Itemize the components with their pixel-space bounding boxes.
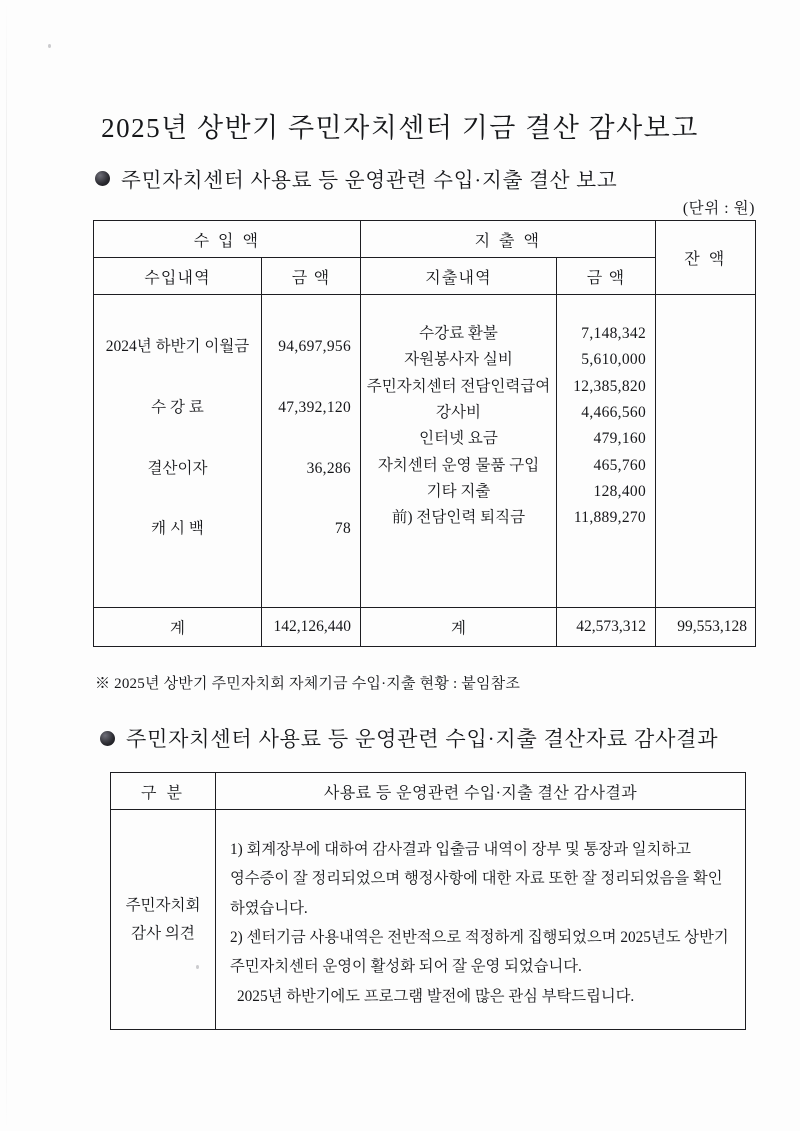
list-item: 주민자치센터 전담인력급여 xyxy=(366,377,551,395)
expense-detail-cell xyxy=(361,295,557,608)
list-item: 479,160 xyxy=(593,430,646,448)
filled-circle-bullet-icon xyxy=(100,731,115,746)
header-balance: 잔 액 xyxy=(656,221,756,295)
list-item: 2024년 하반기 이월금 xyxy=(105,338,250,355)
list-item: 기타 지출 xyxy=(426,482,491,500)
list-item: 前) 전담인력 퇴직금 xyxy=(391,509,526,527)
unit-note: (단위 : 원) xyxy=(682,200,755,217)
settlement-table xyxy=(93,220,756,647)
income-amount-cell xyxy=(262,295,361,608)
scan-speck-artifact xyxy=(48,44,51,48)
list-item: 수강료 환불 xyxy=(419,325,498,342)
header-category: 구 분 xyxy=(111,773,216,810)
expense-label-list xyxy=(361,295,556,637)
section-heading-label: 주민자치센터 사용료 등 운영관련 수입·지출 결산 보고 xyxy=(121,170,618,192)
page-title: 2025년 상반기 주민자치센터 기금 결산 감사보고 xyxy=(101,113,699,143)
header-audit-result: 사용료 등 운영관련 수입·지출 결산 감사결과 xyxy=(216,773,746,810)
list-item: 영수증이 잘 정리되었으며 행정사항에 대한 자료 또한 잘 정리되었음을 확인 xyxy=(230,870,723,888)
audit-opinion-text-cell xyxy=(216,810,746,1030)
list-item: 94,697,956 xyxy=(278,338,351,355)
list-item: 강사비 xyxy=(436,403,481,421)
income-total-label: 계 xyxy=(94,608,262,647)
audit-table-body-row xyxy=(111,810,746,1030)
table-total-row xyxy=(94,608,756,647)
list-item: 2025년 하반기에도 프로그램 발전에 많은 관심 부탁드립니다. xyxy=(237,987,635,1005)
list-item: 11,889,270 xyxy=(573,509,646,527)
list-item: 4,466,560 xyxy=(581,403,646,421)
section-heading-label: 주민자치센터 사용료 등 운영관련 수입·지출 결산자료 감사결과 xyxy=(126,727,719,751)
audit-opinion-label-line1: 주민자치회 xyxy=(125,897,201,915)
header-expense-detail: 지출내역 xyxy=(361,258,557,295)
list-item: 7,148,342 xyxy=(581,325,646,342)
list-item: 결산이자 xyxy=(147,459,208,477)
expense-total-amount: 42,573,312 xyxy=(557,608,656,647)
income-total-amount: 142,126,440 xyxy=(262,608,361,647)
footnote: ※ 2025년 상반기 주민자치회 자체기금 수입·지출 현황 : 붙임참조 xyxy=(95,676,521,692)
list-item: 캐 시 백 xyxy=(151,520,204,538)
list-item: 2) 센터기금 사용내역은 전반적으로 적정하게 집행되었으며 2025년도 상반기 xyxy=(230,929,729,947)
filled-circle-bullet-icon xyxy=(95,171,110,186)
list-item: 1) 회계장부에 대하여 감사결과 입출금 내역이 장부 및 통장과 일치하고 xyxy=(230,841,691,858)
list-item: 자치센터 운영 물품 구입 xyxy=(377,456,540,474)
list-item: 78 xyxy=(334,520,351,538)
expense-amount-cell xyxy=(557,295,656,608)
list-item: 36,286 xyxy=(306,459,351,477)
list-item: 128,400 xyxy=(593,482,646,500)
balance-body-cell xyxy=(656,295,756,608)
section-heading-audit-result xyxy=(100,723,718,753)
list-item: 12,385,820 xyxy=(573,377,646,395)
list-item: 인터넷 요금 xyxy=(419,430,498,448)
list-item: 5,610,000 xyxy=(581,351,646,369)
table-body-row xyxy=(94,295,756,608)
list-item: 47,392,120 xyxy=(278,398,351,416)
list-item: 하였습니다. xyxy=(230,899,308,917)
list-item: 주민자치센터 운영이 활성화 되어 잘 운영 되었습니다. xyxy=(230,958,582,976)
header-expense-amount-col: 금 액 xyxy=(557,258,656,295)
expense-total-label: 계 xyxy=(361,608,557,647)
audit-opinion-label-line2: 감사 의견 xyxy=(131,924,195,942)
balance-total-amount: 99,553,128 xyxy=(656,608,756,647)
table-header-row-groups xyxy=(94,221,756,258)
scan-edge-artifact xyxy=(6,0,7,1131)
header-income-amount-col: 금 액 xyxy=(262,258,361,295)
income-detail-cell xyxy=(94,295,262,608)
audit-table-header-row xyxy=(111,773,746,810)
list-item: 465,760 xyxy=(593,456,646,474)
income-label-list xyxy=(94,295,261,650)
header-income-detail: 수입내역 xyxy=(94,258,262,295)
audit-opinion-line-list xyxy=(230,835,733,1011)
header-expense-amount: 지 출 액 xyxy=(361,221,656,258)
expense-amount-list xyxy=(557,295,655,637)
audit-opinion-label xyxy=(111,810,216,1030)
audit-result-table xyxy=(110,772,746,1030)
list-item: 자원봉사자 실비 xyxy=(404,351,513,369)
income-amount-list xyxy=(262,295,360,650)
list-item: 수 강 료 xyxy=(151,398,204,416)
header-income-amount: 수 입 액 xyxy=(94,221,361,258)
section-heading-income-expense xyxy=(95,163,617,193)
